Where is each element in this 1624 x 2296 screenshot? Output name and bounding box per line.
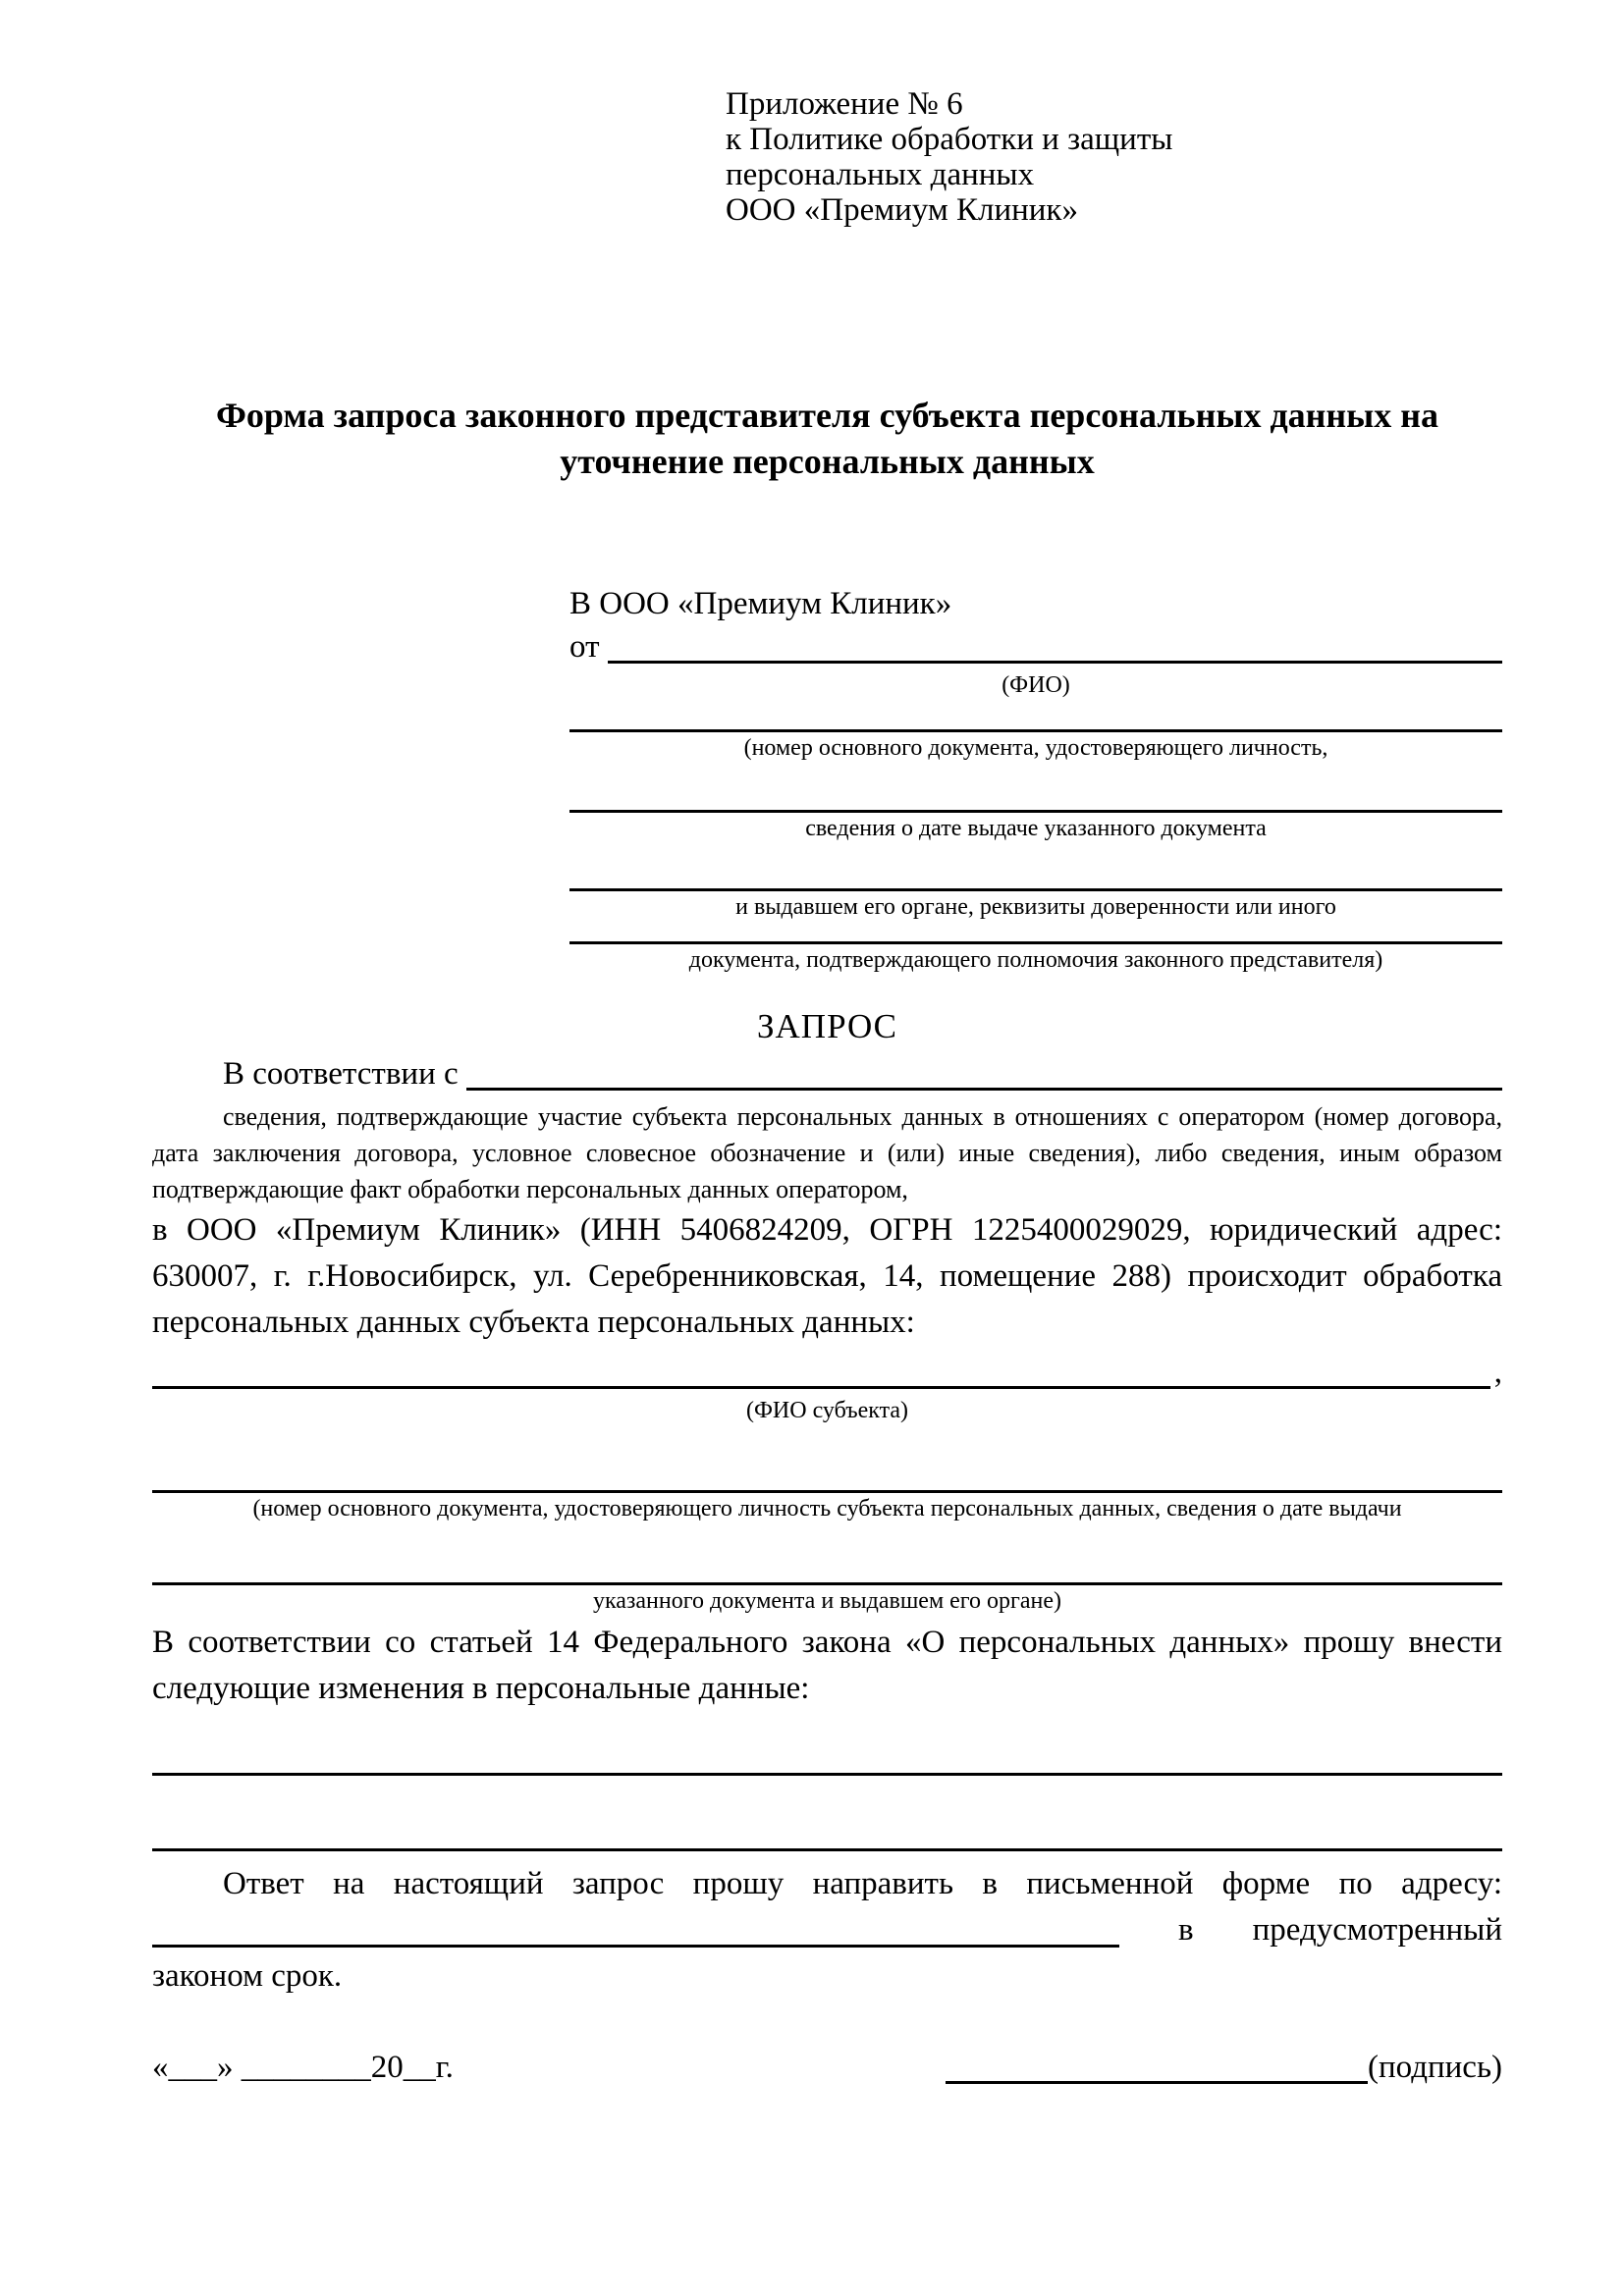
annex-line: ООО «Премиум Клиник» [726,192,1078,228]
from-label: от [569,628,600,665]
operator-paragraph: в ООО «Премиум Клиник» (ИНН 5406824209, ОГРН 1225400029029, юридический адрес: 630007, г. г.Новосибирск, ул. Серебренниковская, 14, помещение 288) происходит обработка персональных данных субъекта персональных данных: [152,1212,1502,1341]
basis-caption: сведения, подтверждающие участие субъекта персональных данных в отношениях с оператором (номер договора, дата заключения договора, условное словесное обозначение и (или) иные сведения), либо сведения, иным образом подтверждающие факт обработки персональных данных оператором, [152,1102,1502,1204]
changes-blank-line [152,1739,1502,1776]
representative-doc-caption: сведения о дате выдаче указанного документа [805,815,1267,841]
subject-fio-row [152,1355,1502,1395]
representative-doc-blank-line [569,859,1502,891]
representative-doc-blank-line [569,780,1502,813]
annex-line: Приложение № 6 [726,86,963,122]
from-row [569,626,1502,669]
basis-blank-line [466,1088,1502,1091]
subject-doc-blank-line [152,1461,1502,1493]
fio-blank-line [608,661,1503,664]
date-line: «___» ________20__г. [152,2050,454,2086]
subject-fio-caption: (ФИО субъекта) [745,1398,909,1424]
reply-word: в [1178,1912,1194,1949]
annex-block [726,86,1502,228]
addressee-organization: В ООО «Премиум Клиник» [569,586,952,621]
reply-address-row [152,1907,1502,1953]
signature-group [946,2047,1502,2090]
reply-paragraph: Ответ на настоящий запрос прошу направить в письменной форме по адресу: [223,1866,1502,1902]
annex-line: к Политике обработки и защиты [726,122,1173,157]
basis-label: В соответствии с [223,1056,459,1093]
reply-address-blank-line [152,1945,1119,1948]
signoff-row [152,2047,1502,2090]
document-title: Форма запроса законного представителя субъекта персональных данных на уточнение персональных данных [216,396,1438,481]
law-paragraph: В соответствии со статьей 14 Федерального закона «О персональных данных» прошу внести следующие изменения в персональные данные: [152,1625,1502,1707]
addressee-block [569,583,1502,975]
reply-paragraph-end: законом срок. [152,1958,343,1995]
changes-blank-line [152,1803,1502,1851]
representative-doc-blank-line [569,700,1502,732]
representative-doc-blank-line [569,922,1502,944]
signature-caption: (подпись) [1368,2050,1502,2086]
subject-doc-caption: указанного документа и выдавшем его органе) [592,1588,1062,1615]
subject-fio-comma: , [1493,1355,1502,1391]
subject-doc-caption: (номер основного документа, удостоверяющего личность субъекта персональных данных, сведения о дате выдачи [252,1496,1402,1522]
fio-caption: (ФИО) [1001,671,1070,698]
representative-doc-caption: и выдавшем его органе, реквизиты доверенности или иного [735,893,1336,920]
reply-word: предусмотренный [1252,1912,1502,1949]
signature-blank-line [946,2081,1368,2084]
annex-line: персональных данных [726,157,1035,192]
basis-row [152,1053,1502,1096]
subject-fio-blank-line [152,1386,1490,1389]
request-heading: ЗАПРОС [756,1006,898,1045]
representative-doc-caption: (номер основного документа, удостоверяющего личность, [743,734,1328,761]
subject-doc-blank-line [152,1553,1502,1585]
representative-doc-caption: документа, подтверждающего полномочия законного представителя) [688,946,1383,973]
